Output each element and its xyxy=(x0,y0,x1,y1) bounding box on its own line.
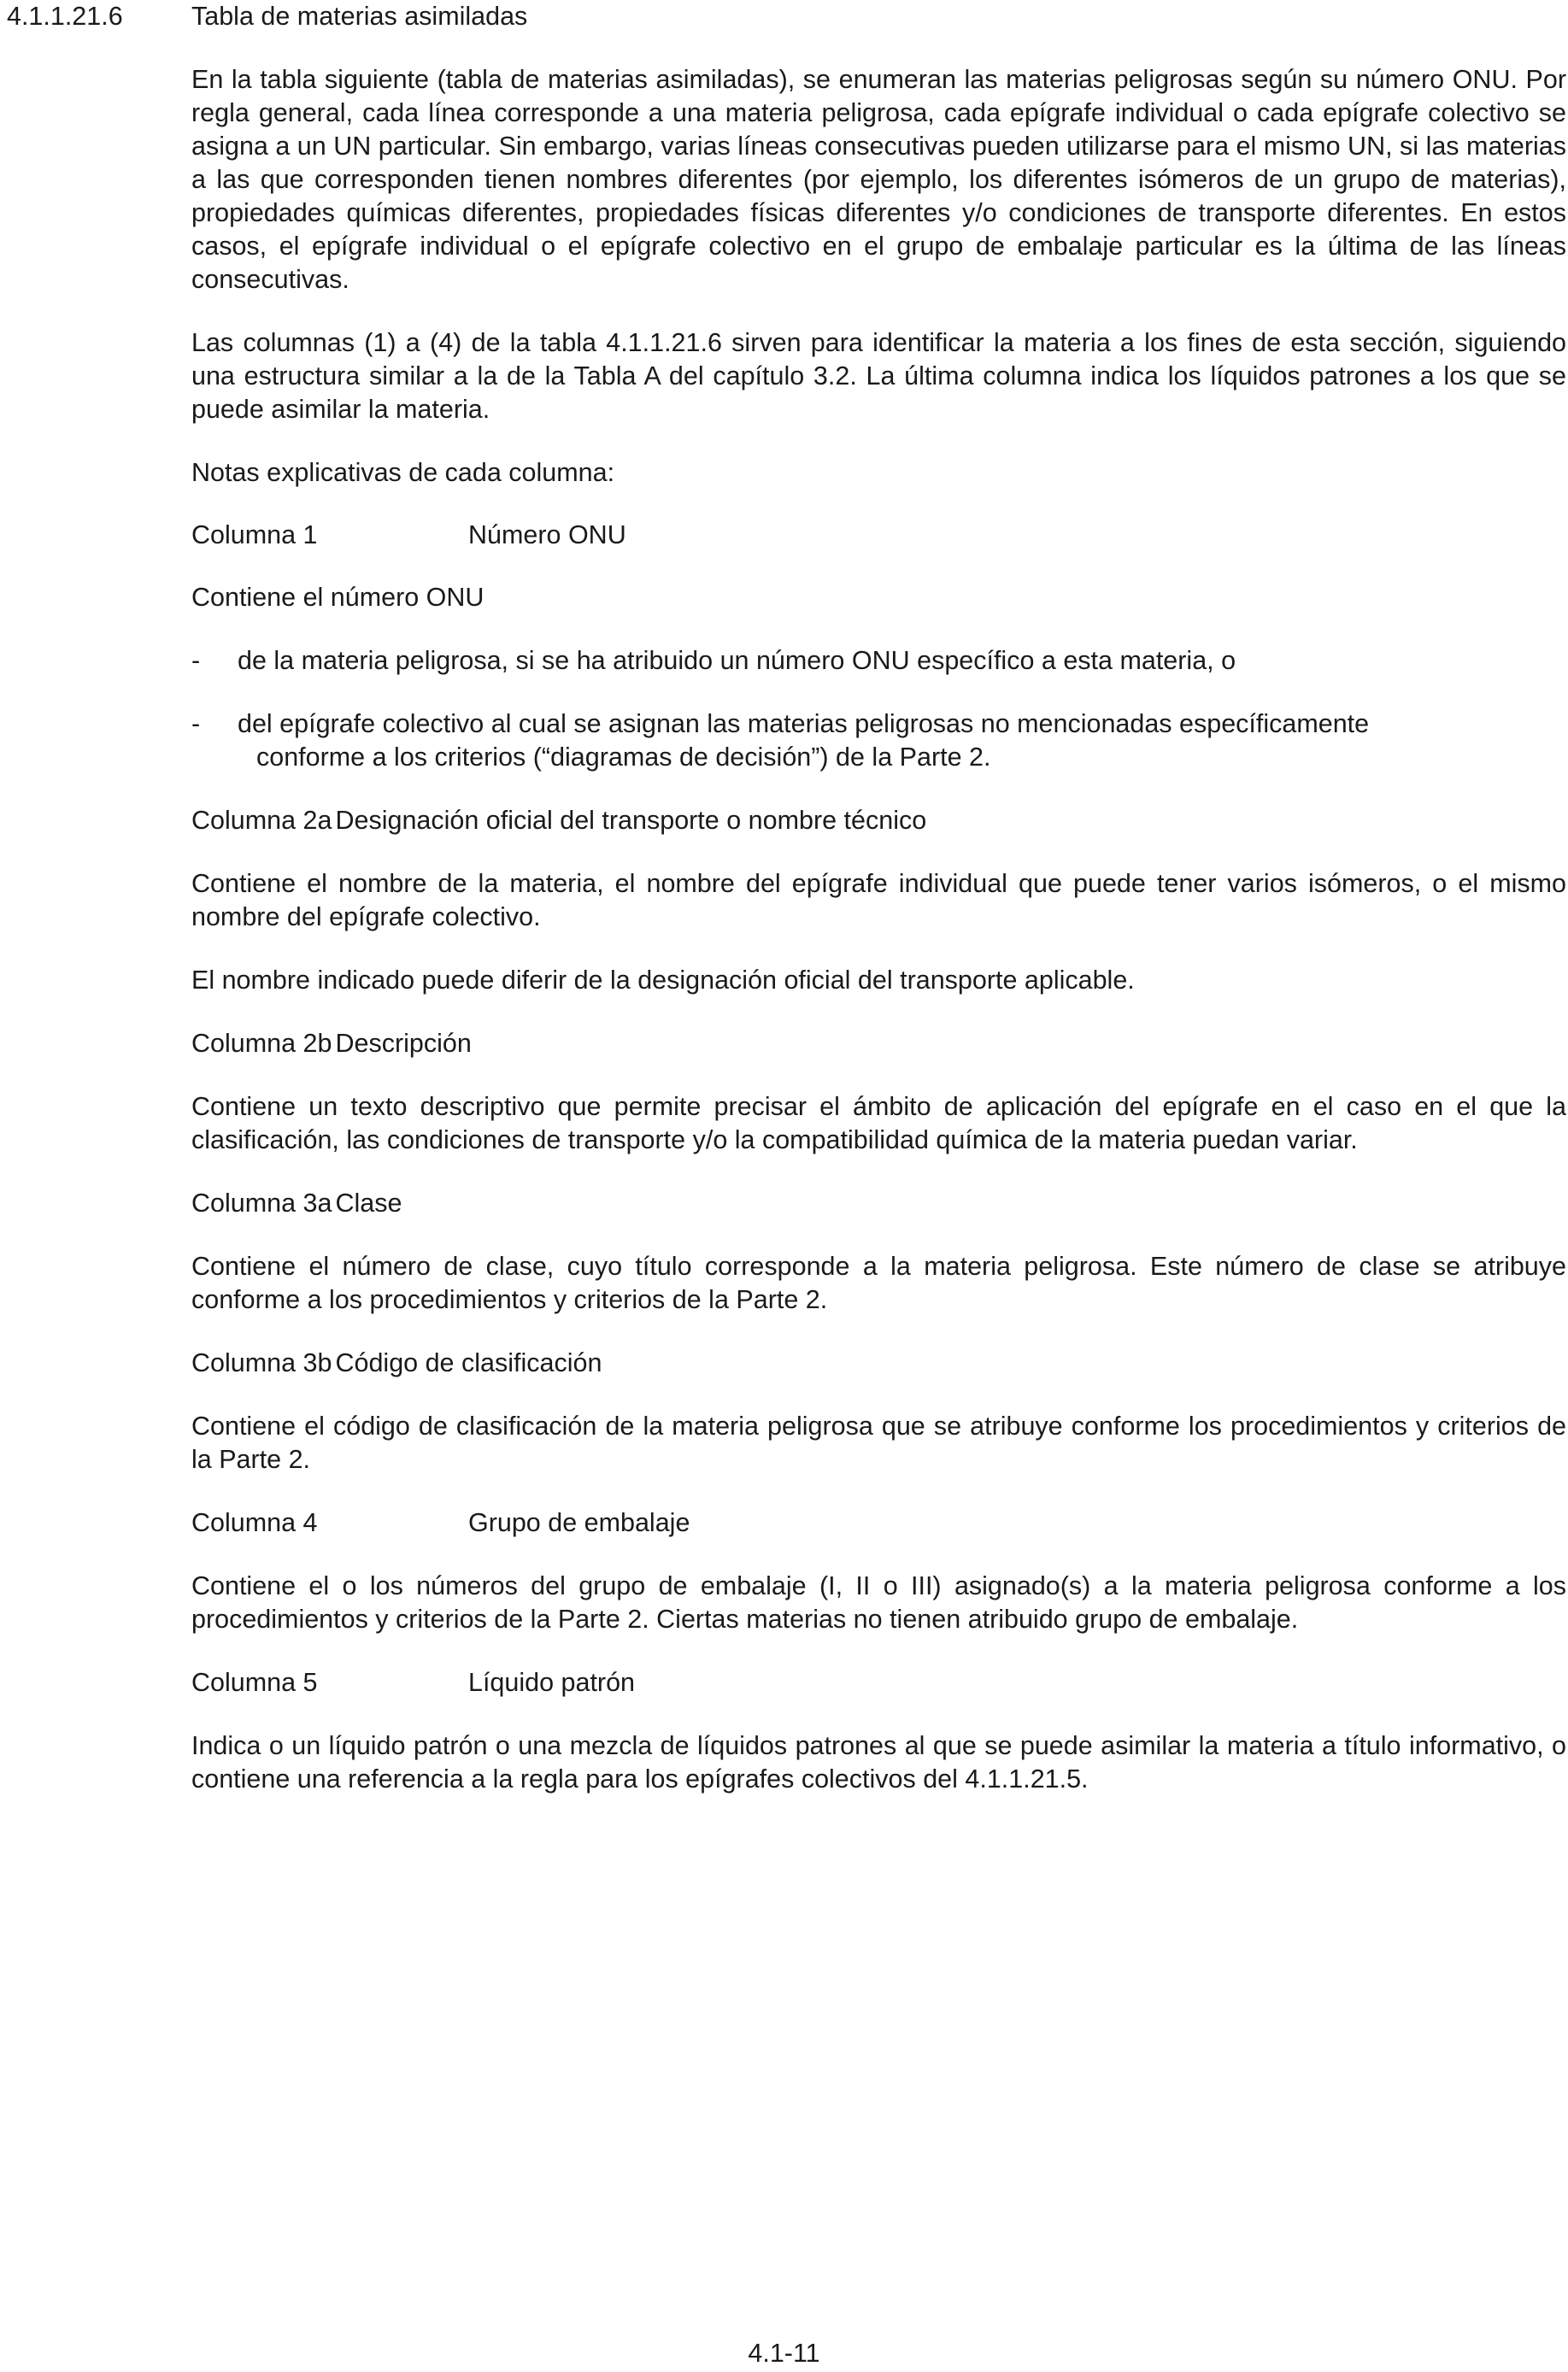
bullet-text: de la materia peligrosa, si se ha atribuido un número ONU específico a esta materia, o xyxy=(238,646,1236,675)
column-2b-heading xyxy=(191,1027,1566,1060)
document-body xyxy=(191,63,1566,1796)
column-2a-label: Columna 2a xyxy=(191,806,332,835)
column-4-label: Columna 4 xyxy=(191,1508,318,1537)
column-2a-heading xyxy=(191,804,1566,837)
column-4-heading xyxy=(191,1506,1566,1540)
bullet-text: del epígrafe colectivo al cual se asignan las materias peligrosas no mencionadas específicamente xyxy=(238,709,1370,738)
column-4-paragraph: Contiene el o los números del grupo de embalaje (I, II o III) asignado(s) a la materia peligrosa conforme a los procedimientos y criterios de la Parte 2. Ciertas materias no tienen atribuido grupo de embalaje. xyxy=(191,1571,1566,1634)
column-5-heading xyxy=(191,1666,1566,1700)
column-1-lead: Contiene el número ONU xyxy=(191,583,484,612)
column-1-bullet-1 xyxy=(191,644,1566,678)
column-2b-label: Columna 2b xyxy=(191,1029,332,1058)
intro-paragraph-1: En la tabla siguiente (tabla de materias asimiladas), se enumeran las materias peligrosas según su número ONU. Por regla general, cada línea corresponde a una materia peligrosa, cada epígrafe individual o cada epígrafe colectivo se asigna a un UN particular. Sin embargo, varias líneas consecutivas pueden utilizarse para el mismo UN, si las materias a las que corresponden tienen nombres diferentes (por ejemplo, los diferentes isómeros de un grupo de materias), propiedades químicas diferentes, propiedades físicas diferentes y/o condiciones de transporte diferentes. En estos casos, el epígrafe individual o el epígrafe colectivo en el grupo de embalaje particular es la última de las líneas consecutivas. xyxy=(191,65,1566,294)
column-1-heading xyxy=(191,519,1566,552)
section-number: 4.1.1.21.6 xyxy=(7,2,123,31)
column-3b-paragraph: Contiene el código de clasificación de la materia peligrosa que se atribuye conforme los procedimientos y criterios de la Parte 2. xyxy=(191,1412,1566,1474)
section-title: Tabla de materias asimiladas xyxy=(191,2,528,31)
column-5-title: Líquido patrón xyxy=(468,1668,636,1697)
column-1-label: Columna 1 xyxy=(191,520,318,549)
bullet-dash: - xyxy=(191,709,201,738)
column-5-paragraph: Indica o un líquido patrón o una mezcla de líquidos patrones al que se puede asimilar la materia a título informativo, o contiene una referencia a la regla para los epígrafes colectivos del 4.1.1.21.5. xyxy=(191,1731,1566,1794)
column-4-title: Grupo de embalaje xyxy=(468,1508,690,1537)
intro-paragraph-2: Las columnas (1) a (4) de la tabla 4.1.1.21.6 sirven para identificar la materia a los fines de esta sección, siguiendo una estructura similar a la de la Tabla A del capítulo 3.2. La última columna indica los líquidos patrones a los que se puede asimilar la materia. xyxy=(191,328,1566,424)
column-3a-label: Columna 3a xyxy=(191,1189,332,1218)
column-3b-heading xyxy=(191,1347,1566,1380)
column-3a-heading xyxy=(191,1187,1566,1220)
column-3b-title: Código de clasificación xyxy=(335,1348,602,1377)
bullet-dash: - xyxy=(191,646,201,675)
column-2b-title: Descripción xyxy=(335,1029,472,1058)
column-3a-title: Clase xyxy=(335,1189,402,1218)
notes-heading: Notas explicativas de cada columna: xyxy=(191,458,615,487)
column-2a-title: Designación oficial del transporte o nombre técnico xyxy=(335,806,927,835)
column-1-title: Número ONU xyxy=(468,520,626,549)
column-2a-paragraph-1: Contiene el nombre de la materia, el nombre del epígrafe individual que puede tener varios isómeros, o el mismo nombre del epígrafe colectivo. xyxy=(191,869,1566,931)
column-5-label: Columna 5 xyxy=(191,1668,318,1697)
page-number: 4.1-11 xyxy=(748,2339,820,2368)
column-3b-label: Columna 3b xyxy=(191,1348,332,1377)
column-1-bullet-2 xyxy=(191,707,1566,774)
column-3a-paragraph: Contiene el número de clase, cuyo título corresponde a la materia peligrosa. Este número de clase se atribuye conforme a los procedimientos y criterios de la Parte 2. xyxy=(191,1252,1566,1314)
bullet-text-continuation: conforme a los criterios (“diagramas de decisión”) de la Parte 2. xyxy=(256,743,991,772)
column-2a-paragraph-2: El nombre indicado puede diferir de la designación oficial del transporte aplicable. xyxy=(191,966,1135,995)
column-2b-paragraph: Contiene un texto descriptivo que permite precisar el ámbito de aplicación del epígrafe en el caso en el que la clasificación, las condiciones de transporte y/o la compatibilidad química de la materia puedan variar. xyxy=(191,1092,1566,1154)
